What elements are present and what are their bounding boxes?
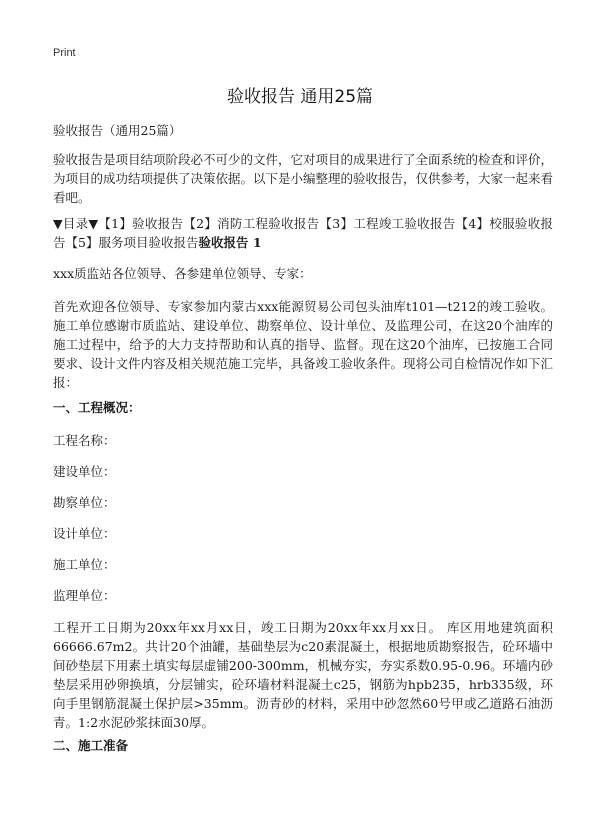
project-details-paragraph: 工程开工日期为20xx年xx月xx日，竣工日期为20xx年xx月xx日。 库区用地建筑面积66666.67m2。共计20个油罐，基础垫层为c20素混凝土，根据地质勘察报告，砼环墙中间砂垫层下用素土填实每层虚铺200-300mm，机械夯实，夯实系数0.95-0.96。环墙内砂垫层采用砂卵换填，分层铺实，砼环墙材料混凝土c25，钢筋为hpb235，hrb335级，环向手里钢筋混凝土保护层>35mm。沥青砂的材料，采用中砂忽然60号甲或乙道路石油沥青。1:2水泥砂浆抹面30厚。 xyxy=(53,620,553,730)
field-design-unit: 设计单位： xyxy=(53,526,116,541)
toc-links[interactable]: ▼目录▼【1】验收报告【2】消防工程验收报告【3】工程竣工验收报告【4】校服验收报告【5】服务项目验收报告 xyxy=(53,216,553,250)
greeting-paragraph: xxx质监站各位领导、各参建单位领导、专家： xyxy=(53,266,312,281)
field-supervision-unit: 监理单位： xyxy=(53,588,116,603)
table-of-contents xyxy=(53,214,553,252)
field-construction-unit: 建设单位： xyxy=(53,464,116,479)
page-title: 验收报告 通用25篇 xyxy=(226,87,374,107)
section-heading-preparation: 二、施工准备 xyxy=(53,738,129,753)
welcome-paragraph: 首先欢迎各位领导、专家参加内蒙古xxx能源贸易公司包头油库t101—t212的竣工验收。施工单位感谢市质监站、建设单位、勘察单位、设计单位、及监理公司，在这20个油库的施工过程中，给予的大力支持帮助和认真的指导、监督。现在这20个油库，已按施工合同要求、设计文件内容及相关规范施工完毕，具备竣工验收条件。现将公司自检情况作如下汇报： xyxy=(53,299,554,390)
field-builder-unit: 施工单位： xyxy=(53,557,116,572)
intro-paragraph: 验收报告是项目结项阶段必不可少的文件，它对项目的成果进行了全面系统的检查和评价，为项目的成功结项提供了决策依据。以下是小编整理的验收报告，仅供参考，大家一起来看看吧。 xyxy=(53,152,554,205)
print-label[interactable]: Print xyxy=(53,47,76,59)
field-survey-unit: 勘察单位： xyxy=(53,495,116,510)
document-subtitle: 验收报告（通用25篇） xyxy=(53,123,182,138)
section-heading-overview: 一、工程概况： xyxy=(53,400,141,415)
field-project-name: 工程名称： xyxy=(53,433,116,448)
toc-current-item: 验收报告 1 xyxy=(198,235,262,250)
